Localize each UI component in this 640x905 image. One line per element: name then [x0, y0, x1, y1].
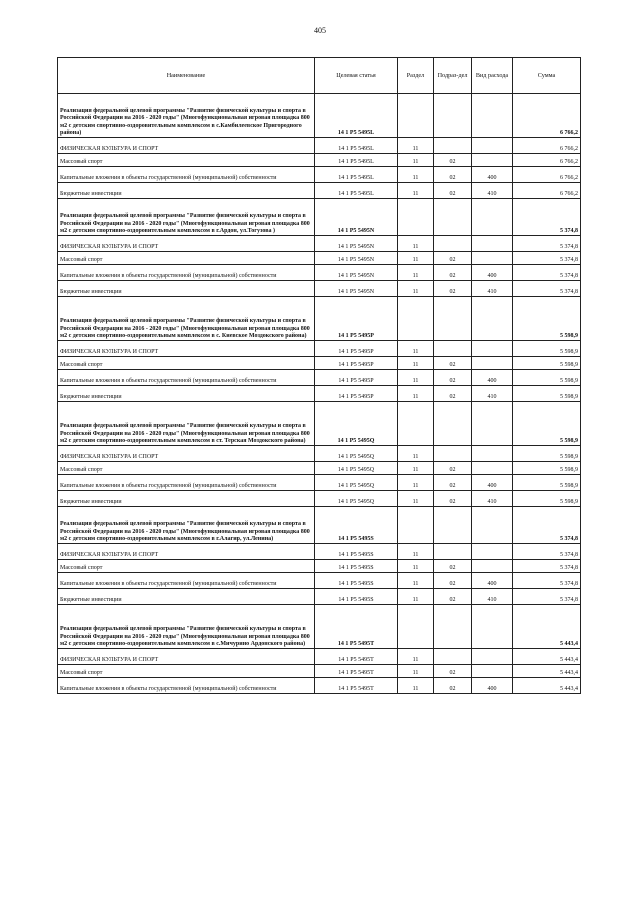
table-row [58, 386, 581, 402]
cell-vid [472, 94, 513, 138]
table-row [58, 589, 581, 605]
cell-vid: 410 [472, 281, 513, 297]
cell-target: 14 1 P5 5495Q [315, 462, 398, 475]
cell-vid [472, 462, 513, 475]
cell-podrazdel: 02 [434, 678, 472, 694]
cell-name: Капитальные вложения в объекты государственной (муниципальной) собственности [58, 370, 315, 386]
cell-vid [472, 297, 513, 341]
cell-vid [472, 605, 513, 649]
cell-target: 14 1 P5 5495N [315, 281, 398, 297]
cell-razdel [398, 605, 434, 649]
cell-target: 14 1 P5 5495N [315, 236, 398, 252]
cell-target: 14 1 P5 5495P [315, 297, 398, 341]
cell-razdel: 11 [398, 491, 434, 507]
table-row [58, 446, 581, 462]
table-row [58, 665, 581, 678]
table-row [58, 462, 581, 475]
cell-vid [472, 649, 513, 665]
cell-target: 14 1 P5 5495Q [315, 491, 398, 507]
header-target: Целевая статья [315, 58, 398, 94]
cell-podrazdel: 02 [434, 589, 472, 605]
cell-vid [472, 402, 513, 446]
cell-summa: 5 598,9 [513, 475, 581, 491]
cell-summa: 5 443,4 [513, 665, 581, 678]
cell-summa: 5 374,8 [513, 507, 581, 544]
cell-podrazdel [434, 402, 472, 446]
cell-podrazdel: 02 [434, 265, 472, 281]
cell-target: 14 1 P5 5495P [315, 386, 398, 402]
cell-summa: 5 598,9 [513, 370, 581, 386]
cell-podrazdel [434, 544, 472, 560]
table-row [58, 357, 581, 370]
cell-name: Массовый спорт [58, 357, 315, 370]
cell-name: Реализация федеральной целевой программы "Развитие физической культуры и спорта в Российской Федерации на 2016 - 2020 годы" (Многофункциональная игровая площадка 800 м2 с детским спортивно-оздоровительным комплексом в с.Камбилеевское Пригородного района) [58, 94, 315, 138]
cell-name: Реализация федеральной целевой программы "Развитие физической культуры и спорта в Российской Федерации на 2016 - 2020 годы" (Многофункциональная игровая площадка 800 м2 с детским спортивно-оздоровительным комплексом в г.Ардон, ул.Тогузова ) [58, 199, 315, 236]
cell-summa: 6 766,2 [513, 94, 581, 138]
cell-name: Капитальные вложения в объекты государственной (муниципальной) собственности [58, 573, 315, 589]
table-row [58, 507, 581, 544]
cell-razdel: 11 [398, 589, 434, 605]
cell-name: Бюджетные инвестиции [58, 386, 315, 402]
header-podrazdel: Подраз-дел [434, 58, 472, 94]
cell-summa: 6 766,2 [513, 154, 581, 167]
cell-podrazdel: 02 [434, 281, 472, 297]
cell-target: 14 1 P5 5495L [315, 154, 398, 167]
cell-target: 14 1 P5 5495P [315, 341, 398, 357]
cell-podrazdel [434, 341, 472, 357]
cell-name: ФИЗИЧЕСКАЯ КУЛЬТУРА И СПОРТ [58, 649, 315, 665]
cell-vid [472, 138, 513, 154]
cell-name: ФИЗИЧЕСКАЯ КУЛЬТУРА И СПОРТ [58, 446, 315, 462]
cell-razdel [398, 94, 434, 138]
cell-vid [472, 199, 513, 236]
cell-target: 14 1 P5 5495Q [315, 475, 398, 491]
cell-podrazdel [434, 507, 472, 544]
cell-vid: 400 [472, 370, 513, 386]
table-row [58, 341, 581, 357]
cell-vid [472, 236, 513, 252]
cell-podrazdel: 02 [434, 491, 472, 507]
cell-target: 14 1 P5 5495N [315, 199, 398, 236]
cell-razdel: 11 [398, 649, 434, 665]
cell-razdel: 11 [398, 281, 434, 297]
cell-target: 14 1 P5 5495T [315, 605, 398, 649]
cell-name: ФИЗИЧЕСКАЯ КУЛЬТУРА И СПОРТ [58, 236, 315, 252]
cell-razdel [398, 199, 434, 236]
cell-target: 14 1 P5 5495L [315, 94, 398, 138]
cell-podrazdel [434, 446, 472, 462]
cell-podrazdel [434, 199, 472, 236]
table-row [58, 297, 581, 341]
page-number: 405 [314, 26, 326, 35]
cell-vid: 400 [472, 678, 513, 694]
cell-podrazdel: 02 [434, 386, 472, 402]
cell-vid: 410 [472, 589, 513, 605]
cell-name: Капитальные вложения в объекты государственной (муниципальной) собственности [58, 265, 315, 281]
cell-summa: 5 443,4 [513, 649, 581, 665]
table-row [58, 678, 581, 694]
cell-vid: 410 [472, 386, 513, 402]
cell-target: 14 1 P5 5495T [315, 665, 398, 678]
table-row [58, 491, 581, 507]
table-row [58, 236, 581, 252]
cell-summa: 5 598,9 [513, 446, 581, 462]
cell-target: 14 1 P5 5495Q [315, 402, 398, 446]
cell-summa: 5 443,4 [513, 605, 581, 649]
cell-target: 14 1 P5 5495P [315, 370, 398, 386]
cell-razdel: 11 [398, 357, 434, 370]
cell-summa: 5 443,4 [513, 678, 581, 694]
cell-vid: 400 [472, 167, 513, 183]
cell-target: 14 1 P5 5495N [315, 252, 398, 265]
table-row [58, 138, 581, 154]
cell-razdel: 11 [398, 678, 434, 694]
cell-razdel: 11 [398, 236, 434, 252]
table-row [58, 183, 581, 199]
cell-vid [472, 357, 513, 370]
cell-target: 14 1 P5 5495Q [315, 446, 398, 462]
table-row [58, 199, 581, 236]
table-row [58, 402, 581, 446]
cell-name: Массовый спорт [58, 252, 315, 265]
cell-name: Массовый спорт [58, 665, 315, 678]
cell-summa: 5 598,9 [513, 386, 581, 402]
cell-razdel: 11 [398, 265, 434, 281]
cell-name: Бюджетные инвестиции [58, 491, 315, 507]
cell-razdel: 11 [398, 386, 434, 402]
cell-razdel [398, 507, 434, 544]
cell-target: 14 1 P5 5495S [315, 544, 398, 560]
cell-summa: 5 598,9 [513, 341, 581, 357]
cell-name: Реализация федеральной целевой программы "Развитие физической культуры и спорта в Российской Федерации на 2016 - 2020 годы" (Многофункциональная игровая площадка 800 м2 с детским спортивно-оздоровительным комплексом в г.Алагир, ул.Ленина) [58, 507, 315, 544]
cell-razdel: 11 [398, 138, 434, 154]
cell-razdel [398, 297, 434, 341]
header-razdel: Раздел [398, 58, 434, 94]
cell-podrazdel: 02 [434, 167, 472, 183]
cell-name: ФИЗИЧЕСКАЯ КУЛЬТУРА И СПОРТ [58, 341, 315, 357]
cell-razdel [398, 402, 434, 446]
table-row [58, 281, 581, 297]
cell-podrazdel [434, 297, 472, 341]
table-row [58, 475, 581, 491]
cell-vid [472, 446, 513, 462]
cell-target: 14 1 P5 5495N [315, 265, 398, 281]
cell-vid [472, 154, 513, 167]
cell-vid: 400 [472, 475, 513, 491]
cell-name: Капитальные вложения в объекты государственной (муниципальной) собственности [58, 167, 315, 183]
cell-podrazdel [434, 236, 472, 252]
header-name: Наименование [58, 58, 315, 94]
cell-razdel: 11 [398, 341, 434, 357]
cell-name: Бюджетные инвестиции [58, 281, 315, 297]
cell-razdel: 11 [398, 446, 434, 462]
cell-summa: 5 374,8 [513, 589, 581, 605]
cell-razdel: 11 [398, 154, 434, 167]
cell-vid: 400 [472, 265, 513, 281]
cell-razdel: 11 [398, 183, 434, 199]
cell-summa: 5 374,8 [513, 281, 581, 297]
cell-name: Капитальные вложения в объекты государственной (муниципальной) собственности [58, 678, 315, 694]
table-row [58, 560, 581, 573]
cell-target: 14 1 P5 5495S [315, 589, 398, 605]
cell-target: 14 1 P5 5495S [315, 507, 398, 544]
cell-razdel: 11 [398, 370, 434, 386]
table-row [58, 605, 581, 649]
cell-podrazdel: 02 [434, 183, 472, 199]
cell-target: 14 1 P5 5495L [315, 183, 398, 199]
cell-podrazdel: 02 [434, 357, 472, 370]
cell-target: 14 1 P5 5495S [315, 573, 398, 589]
cell-podrazdel [434, 649, 472, 665]
header-vid: Вид расхода [472, 58, 513, 94]
cell-name: ФИЗИЧЕСКАЯ КУЛЬТУРА И СПОРТ [58, 544, 315, 560]
cell-razdel: 11 [398, 573, 434, 589]
cell-summa: 5 374,8 [513, 236, 581, 252]
cell-summa: 5 374,8 [513, 573, 581, 589]
cell-summa: 6 766,2 [513, 183, 581, 199]
cell-summa: 5 374,8 [513, 544, 581, 560]
cell-razdel: 11 [398, 167, 434, 183]
cell-razdel: 11 [398, 665, 434, 678]
cell-name: Реализация федеральной целевой программы "Развитие физической культуры и спорта в Российской Федерации на 2016 - 2020 годы" (Многофункциональная игровая площадка 800 м2 с детским спортивно-оздоровительным комплексом в с.Мичурино Ардонского района) [58, 605, 315, 649]
table-row [58, 370, 581, 386]
cell-summa: 5 374,8 [513, 265, 581, 281]
cell-vid [472, 665, 513, 678]
cell-name: Реализация федеральной целевой программы "Развитие физической культуры и спорта в Российской Федерации на 2016 - 2020 годы" (Многофункциональная игровая площадка 800 м2 с детским спортивно-оздоровительным комплексом в ст. Терская Моздокского района) [58, 402, 315, 446]
cell-name: Реализация федеральной целевой программы "Развитие физической культуры и спорта в Российской Федерации на 2016 - 2020 годы" (Многофункциональная игровая площадка 800 м2 с детским спортивно-оздоровительным комплексом в с. Киевское Моздокского района) [58, 297, 315, 341]
cell-name: Капитальные вложения в объекты государственной (муниципальной) собственности [58, 475, 315, 491]
cell-razdel: 11 [398, 462, 434, 475]
cell-name: Бюджетные инвестиции [58, 589, 315, 605]
table-row [58, 154, 581, 167]
cell-summa: 6 766,2 [513, 138, 581, 154]
cell-podrazdel: 02 [434, 475, 472, 491]
cell-podrazdel [434, 138, 472, 154]
cell-target: 14 1 P5 5495T [315, 678, 398, 694]
cell-target: 14 1 P5 5495S [315, 560, 398, 573]
cell-podrazdel: 02 [434, 573, 472, 589]
cell-summa: 5 598,9 [513, 402, 581, 446]
budget-table [57, 57, 581, 694]
table-row [58, 573, 581, 589]
table-row [58, 94, 581, 138]
cell-summa: 5 374,8 [513, 199, 581, 236]
table-row [58, 167, 581, 183]
cell-podrazdel: 02 [434, 154, 472, 167]
cell-target: 14 1 P5 5495L [315, 138, 398, 154]
table-header-row [58, 58, 581, 94]
cell-name: Массовый спорт [58, 462, 315, 475]
table-row [58, 265, 581, 281]
cell-vid [472, 560, 513, 573]
table-row [58, 544, 581, 560]
cell-vid: 410 [472, 183, 513, 199]
cell-razdel: 11 [398, 560, 434, 573]
cell-podrazdel [434, 605, 472, 649]
cell-summa: 5 374,8 [513, 252, 581, 265]
cell-name: ФИЗИЧЕСКАЯ КУЛЬТУРА И СПОРТ [58, 138, 315, 154]
cell-summa: 6 766,2 [513, 167, 581, 183]
cell-summa: 5 598,9 [513, 357, 581, 370]
cell-razdel: 11 [398, 544, 434, 560]
cell-podrazdel: 02 [434, 252, 472, 265]
cell-podrazdel: 02 [434, 370, 472, 386]
cell-summa: 5 598,9 [513, 297, 581, 341]
cell-razdel: 11 [398, 475, 434, 491]
cell-target: 14 1 P5 5495T [315, 649, 398, 665]
cell-name: Массовый спорт [58, 154, 315, 167]
cell-vid: 410 [472, 491, 513, 507]
cell-summa: 5 598,9 [513, 462, 581, 475]
cell-podrazdel [434, 94, 472, 138]
cell-razdel: 11 [398, 252, 434, 265]
cell-target: 14 1 P5 5495L [315, 167, 398, 183]
cell-summa: 5 598,9 [513, 491, 581, 507]
header-summa: Сумма [513, 58, 581, 94]
cell-vid: 400 [472, 573, 513, 589]
cell-vid [472, 341, 513, 357]
cell-podrazdel: 02 [434, 665, 472, 678]
table-row [58, 649, 581, 665]
table-row [58, 252, 581, 265]
cell-podrazdel: 02 [434, 560, 472, 573]
cell-summa: 5 374,8 [513, 560, 581, 573]
cell-name: Бюджетные инвестиции [58, 183, 315, 199]
cell-vid [472, 544, 513, 560]
cell-target: 14 1 P5 5495P [315, 357, 398, 370]
cell-name: Массовый спорт [58, 560, 315, 573]
cell-vid [472, 507, 513, 544]
cell-podrazdel: 02 [434, 462, 472, 475]
cell-vid [472, 252, 513, 265]
